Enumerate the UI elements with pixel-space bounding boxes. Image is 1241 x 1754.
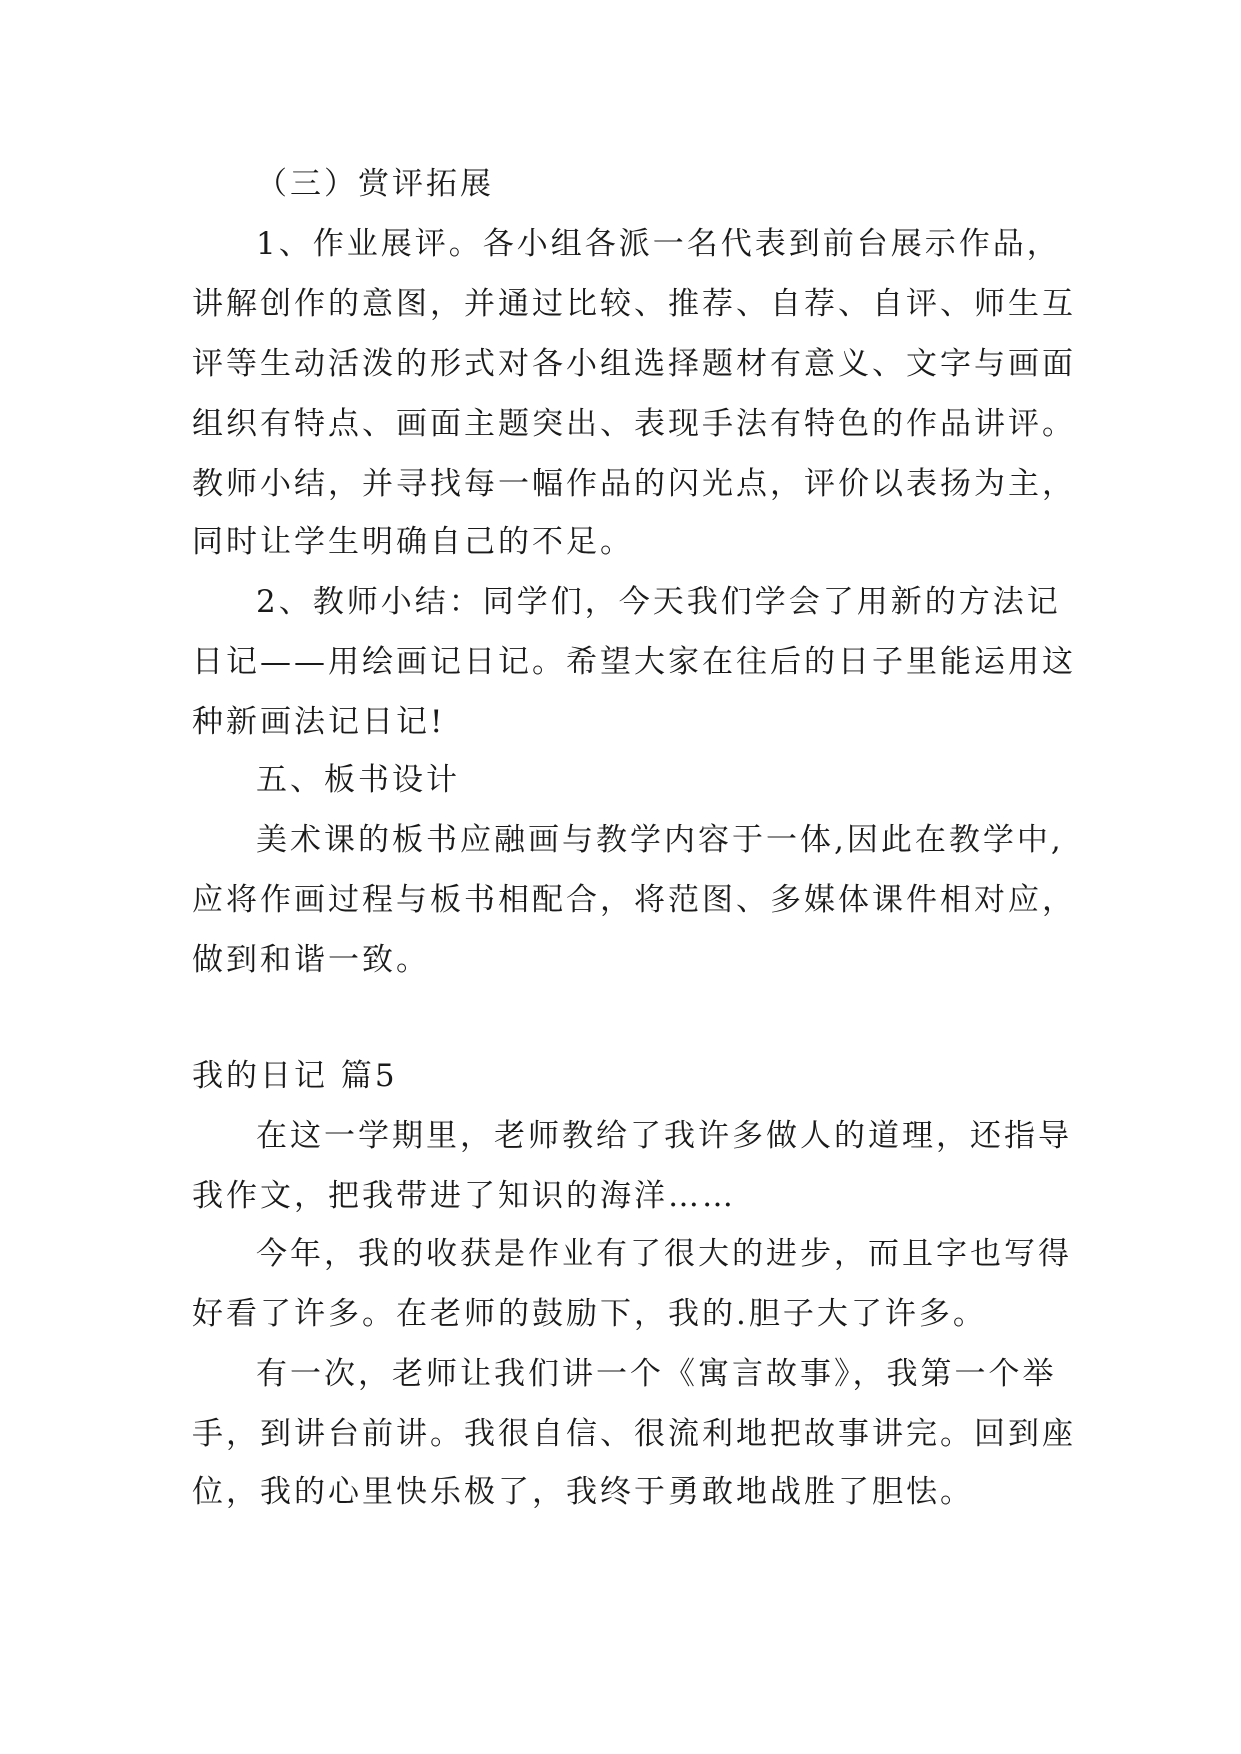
paragraph-line: 美术课的板书应融画与教学内容于一体,因此在教学中, xyxy=(256,822,1064,858)
paragraph-line: 手，到讲台前讲。我很自信、很流利地把故事讲完。回到座 xyxy=(192,1416,1076,1452)
paragraph-line: 评等生动活泼的形式对各小组选择题材有意义、文字与画面 xyxy=(192,346,1076,382)
paragraph-line: 今年，我的收获是作业有了很大的进步，而且字也写得 xyxy=(256,1236,1072,1272)
paragraph-line: 组织有特点、画面主题突出、表现手法有特色的作品讲评。 xyxy=(192,406,1076,442)
paragraph-line: 讲解创作的意图，并通过比较、推荐、自荐、自评、师生互 xyxy=(192,286,1076,322)
paragraph-line: 1、作业展评。各小组各派一名代表到前台展示作品， xyxy=(256,226,1061,262)
paragraph-line: 种新画法记日记! xyxy=(192,704,446,740)
paragraph-line: 教师小结，并寻找每一幅作品的闪光点，评价以表扬为主， xyxy=(192,466,1076,502)
section-heading: （三）赏评拓展 xyxy=(256,166,494,202)
article-title: 我的日记 篇5 xyxy=(192,1058,398,1094)
paragraph-line: 位，我的心里快乐极了，我终于勇敢地战胜了胆怯。 xyxy=(192,1474,974,1510)
paragraph-line: 在这一学期里，老师教给了我许多做人的道理，还指导 xyxy=(256,1118,1072,1154)
paragraph-line: 同时让学生明确自己的不足。 xyxy=(192,524,634,560)
paragraph-line: 好看了许多。在老师的鼓励下，我的.胆子大了许多。 xyxy=(192,1296,987,1332)
paragraph-line: 我作文，把我带进了知识的海洋…… xyxy=(192,1178,736,1214)
paragraph-line: 应将作画过程与板书相配合，将范图、多媒体课件相对应， xyxy=(192,882,1076,918)
paragraph-line: 有一次，老师让我们讲一个《寓言故事》，我第一个举 xyxy=(256,1356,1057,1392)
paragraph-line: 日记——用绘画记日记。希望大家在往后的日子里能运用这 xyxy=(192,644,1076,680)
section-heading: 五、板书设计 xyxy=(256,762,460,798)
paragraph-line: 2、教师小结：同学们，今天我们学会了用新的方法记 xyxy=(256,584,1061,620)
paragraph-line: 做到和谐一致。 xyxy=(192,942,430,978)
